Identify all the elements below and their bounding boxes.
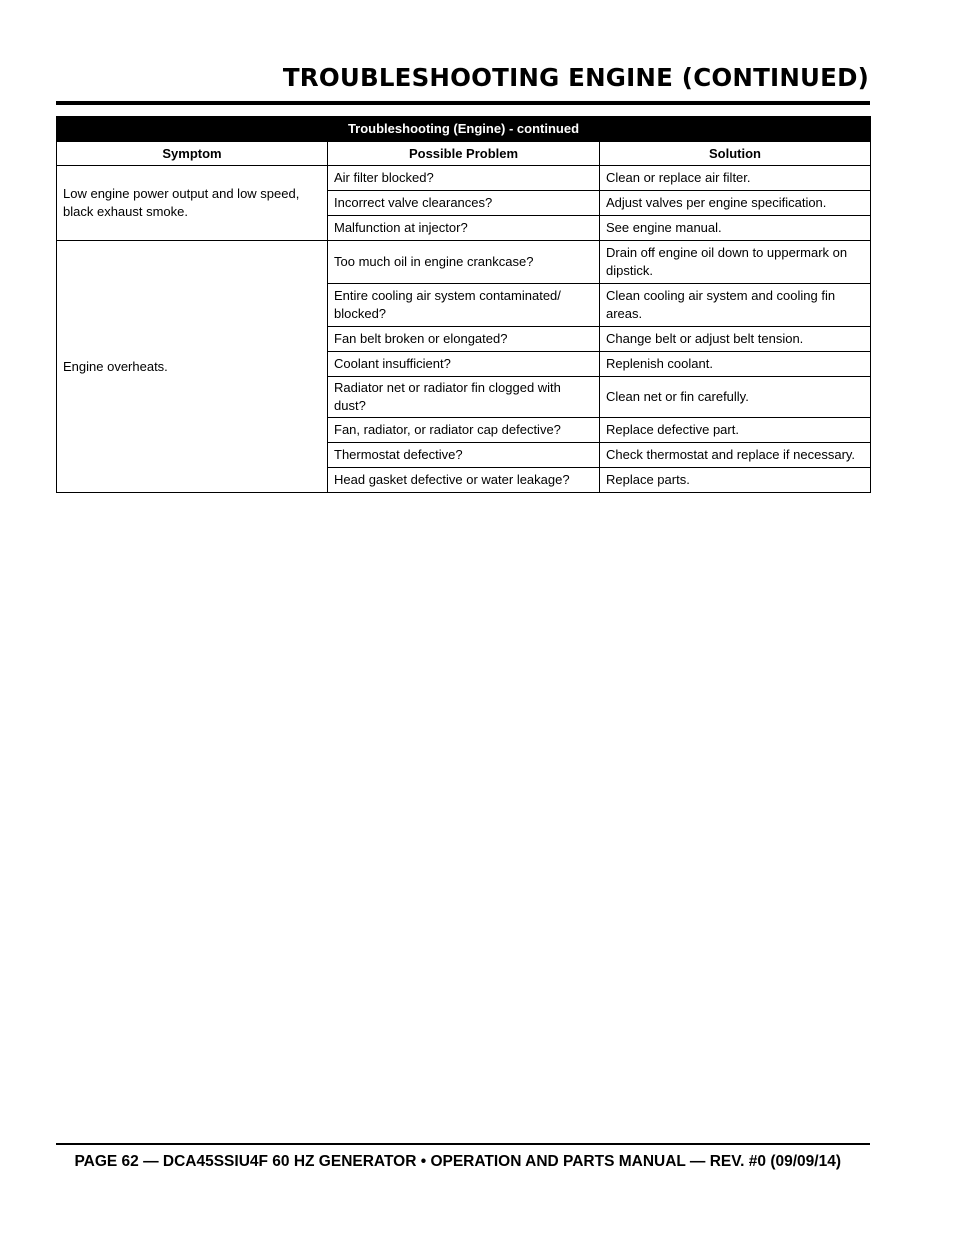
header-solution: Solution — [600, 142, 871, 166]
problem-cell: Fan, radiator, or radiator cap defective? — [328, 418, 600, 443]
solution-cell: Check thermostat and replace if necessary. — [600, 443, 871, 468]
solution-cell: Replenish coolant. — [600, 352, 871, 377]
table-row — [57, 166, 871, 191]
problem-cell: Thermostat defective? — [328, 443, 600, 468]
solution-cell: Drain off engine oil down to uppermark on dipstick. — [600, 241, 871, 284]
problem-cell: Coolant insufficient? — [328, 352, 600, 377]
table-caption: Troubleshooting (Engine) - continued — [57, 117, 871, 142]
solution-cell: Adjust valves per engine specification. — [600, 191, 871, 216]
problem-cell: Incorrect valve clearances? — [328, 191, 600, 216]
problem-cell: Entire cooling air system contaminated/ blocked? — [328, 284, 600, 327]
problem-cell: Too much oil in engine crankcase? — [328, 241, 600, 284]
symptom-cell: Engine overheats. — [57, 241, 328, 493]
solution-cell: Clean net or fin carefully. — [600, 377, 871, 418]
problem-cell: Air filter blocked? — [328, 166, 600, 191]
solution-cell: Clean or replace air filter. — [600, 166, 871, 191]
table-row — [57, 241, 871, 284]
problem-cell: Malfunction at injector? — [328, 216, 600, 241]
page-title: TROUBLESHOOTING ENGINE (CONTINUED) — [282, 63, 869, 92]
solution-cell: See engine manual. — [600, 216, 871, 241]
page-footer: PAGE 62 — DCA45SSIU4F 60 HZ GENERATOR • OPERATION AND PARTS MANUAL — REV. #0 (09/09/14) — [74, 1153, 841, 1170]
solution-cell: Replace defective part. — [600, 418, 871, 443]
header-possible-problem: Possible Problem — [328, 142, 600, 166]
footer-rule — [56, 1143, 870, 1145]
problem-cell: Radiator net or radiator fin clogged with dust? — [328, 377, 600, 418]
troubleshooting-table — [56, 116, 871, 493]
problem-cell: Fan belt broken or elongated? — [328, 327, 600, 352]
solution-cell: Clean cooling air system and cooling fin areas. — [600, 284, 871, 327]
solution-cell: Replace parts. — [600, 468, 871, 493]
solution-cell: Change belt or adjust belt tension. — [600, 327, 871, 352]
title-rule — [56, 101, 870, 105]
header-symptom: Symptom — [57, 142, 328, 166]
problem-cell: Head gasket defective or water leakage? — [328, 468, 600, 493]
symptom-cell: Low engine power output and low speed, black exhaust smoke. — [57, 166, 328, 241]
